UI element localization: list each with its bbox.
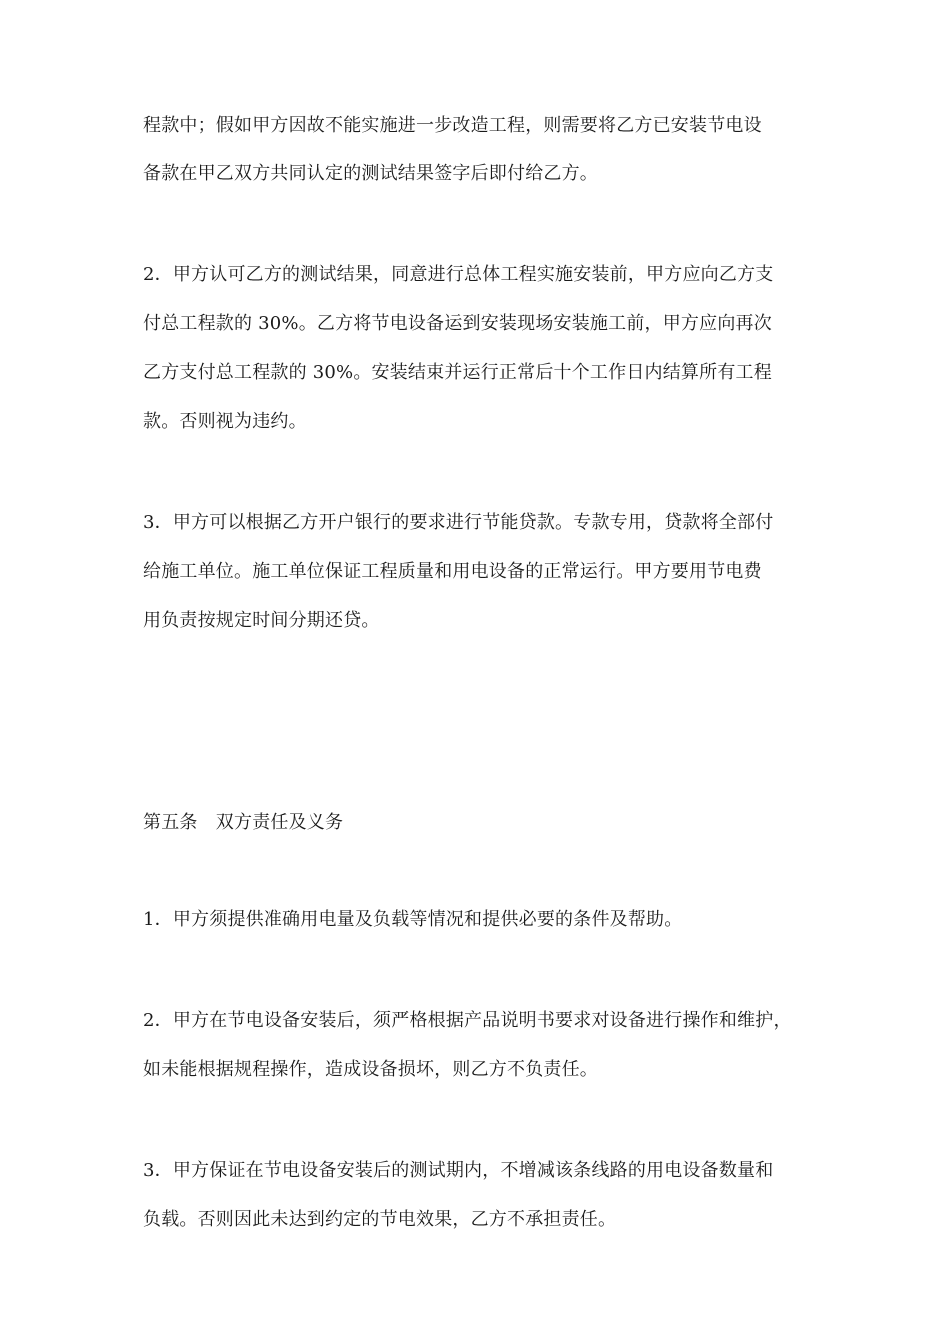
- text-line: 备款在甲乙双方共同认定的测试结果签字后即付给乙方。: [143, 163, 598, 184]
- text-line: 1．甲方须提供准确用电量及负载等情况和提供必要的条件及帮助。: [143, 909, 683, 930]
- text-line: 如未能根据规程操作，造成设备损坏，则乙方不负责任。: [143, 1059, 598, 1080]
- text-line: 付总工程款的 30%。乙方将节电设备运到安装现场安装施工前，甲方应向再次: [143, 313, 772, 334]
- text-line: 3．甲方保证在节电设备安装后的测试期内，不增减该条线路的用电设备数量和: [143, 1160, 774, 1181]
- text-line: 负载。否则因此未达到约定的节电效果，乙方不承担责任。: [143, 1209, 617, 1230]
- text-line: 乙方支付总工程款的 30%。安装结束并运行正常后十个工作日内结算所有工程: [143, 362, 772, 383]
- text-line: 程款中；假如甲方因故不能实施进一步改造工程，则需要将乙方已安装节电设: [143, 115, 762, 136]
- text-line: 用负责按规定时间分期还贷。: [143, 610, 380, 631]
- text-line: 2．甲方在节电设备安装后，须严格根据产品说明书要求对设备进行操作和维护，: [143, 1010, 792, 1031]
- text-line: 款。否则视为违约。: [143, 411, 307, 432]
- text-line: 3．甲方可以根据乙方开户银行的要求进行节能贷款。专款专用，贷款将全部付: [143, 512, 774, 533]
- text-line: 给施工单位。施工单位保证工程质量和用电设备的正常运行。甲方要用节电费: [143, 561, 762, 582]
- text-line: 2．甲方认可乙方的测试结果，同意进行总体工程实施安装前，甲方应向乙方支: [143, 264, 774, 285]
- section-heading: 第五条 双方责任及义务: [143, 812, 344, 833]
